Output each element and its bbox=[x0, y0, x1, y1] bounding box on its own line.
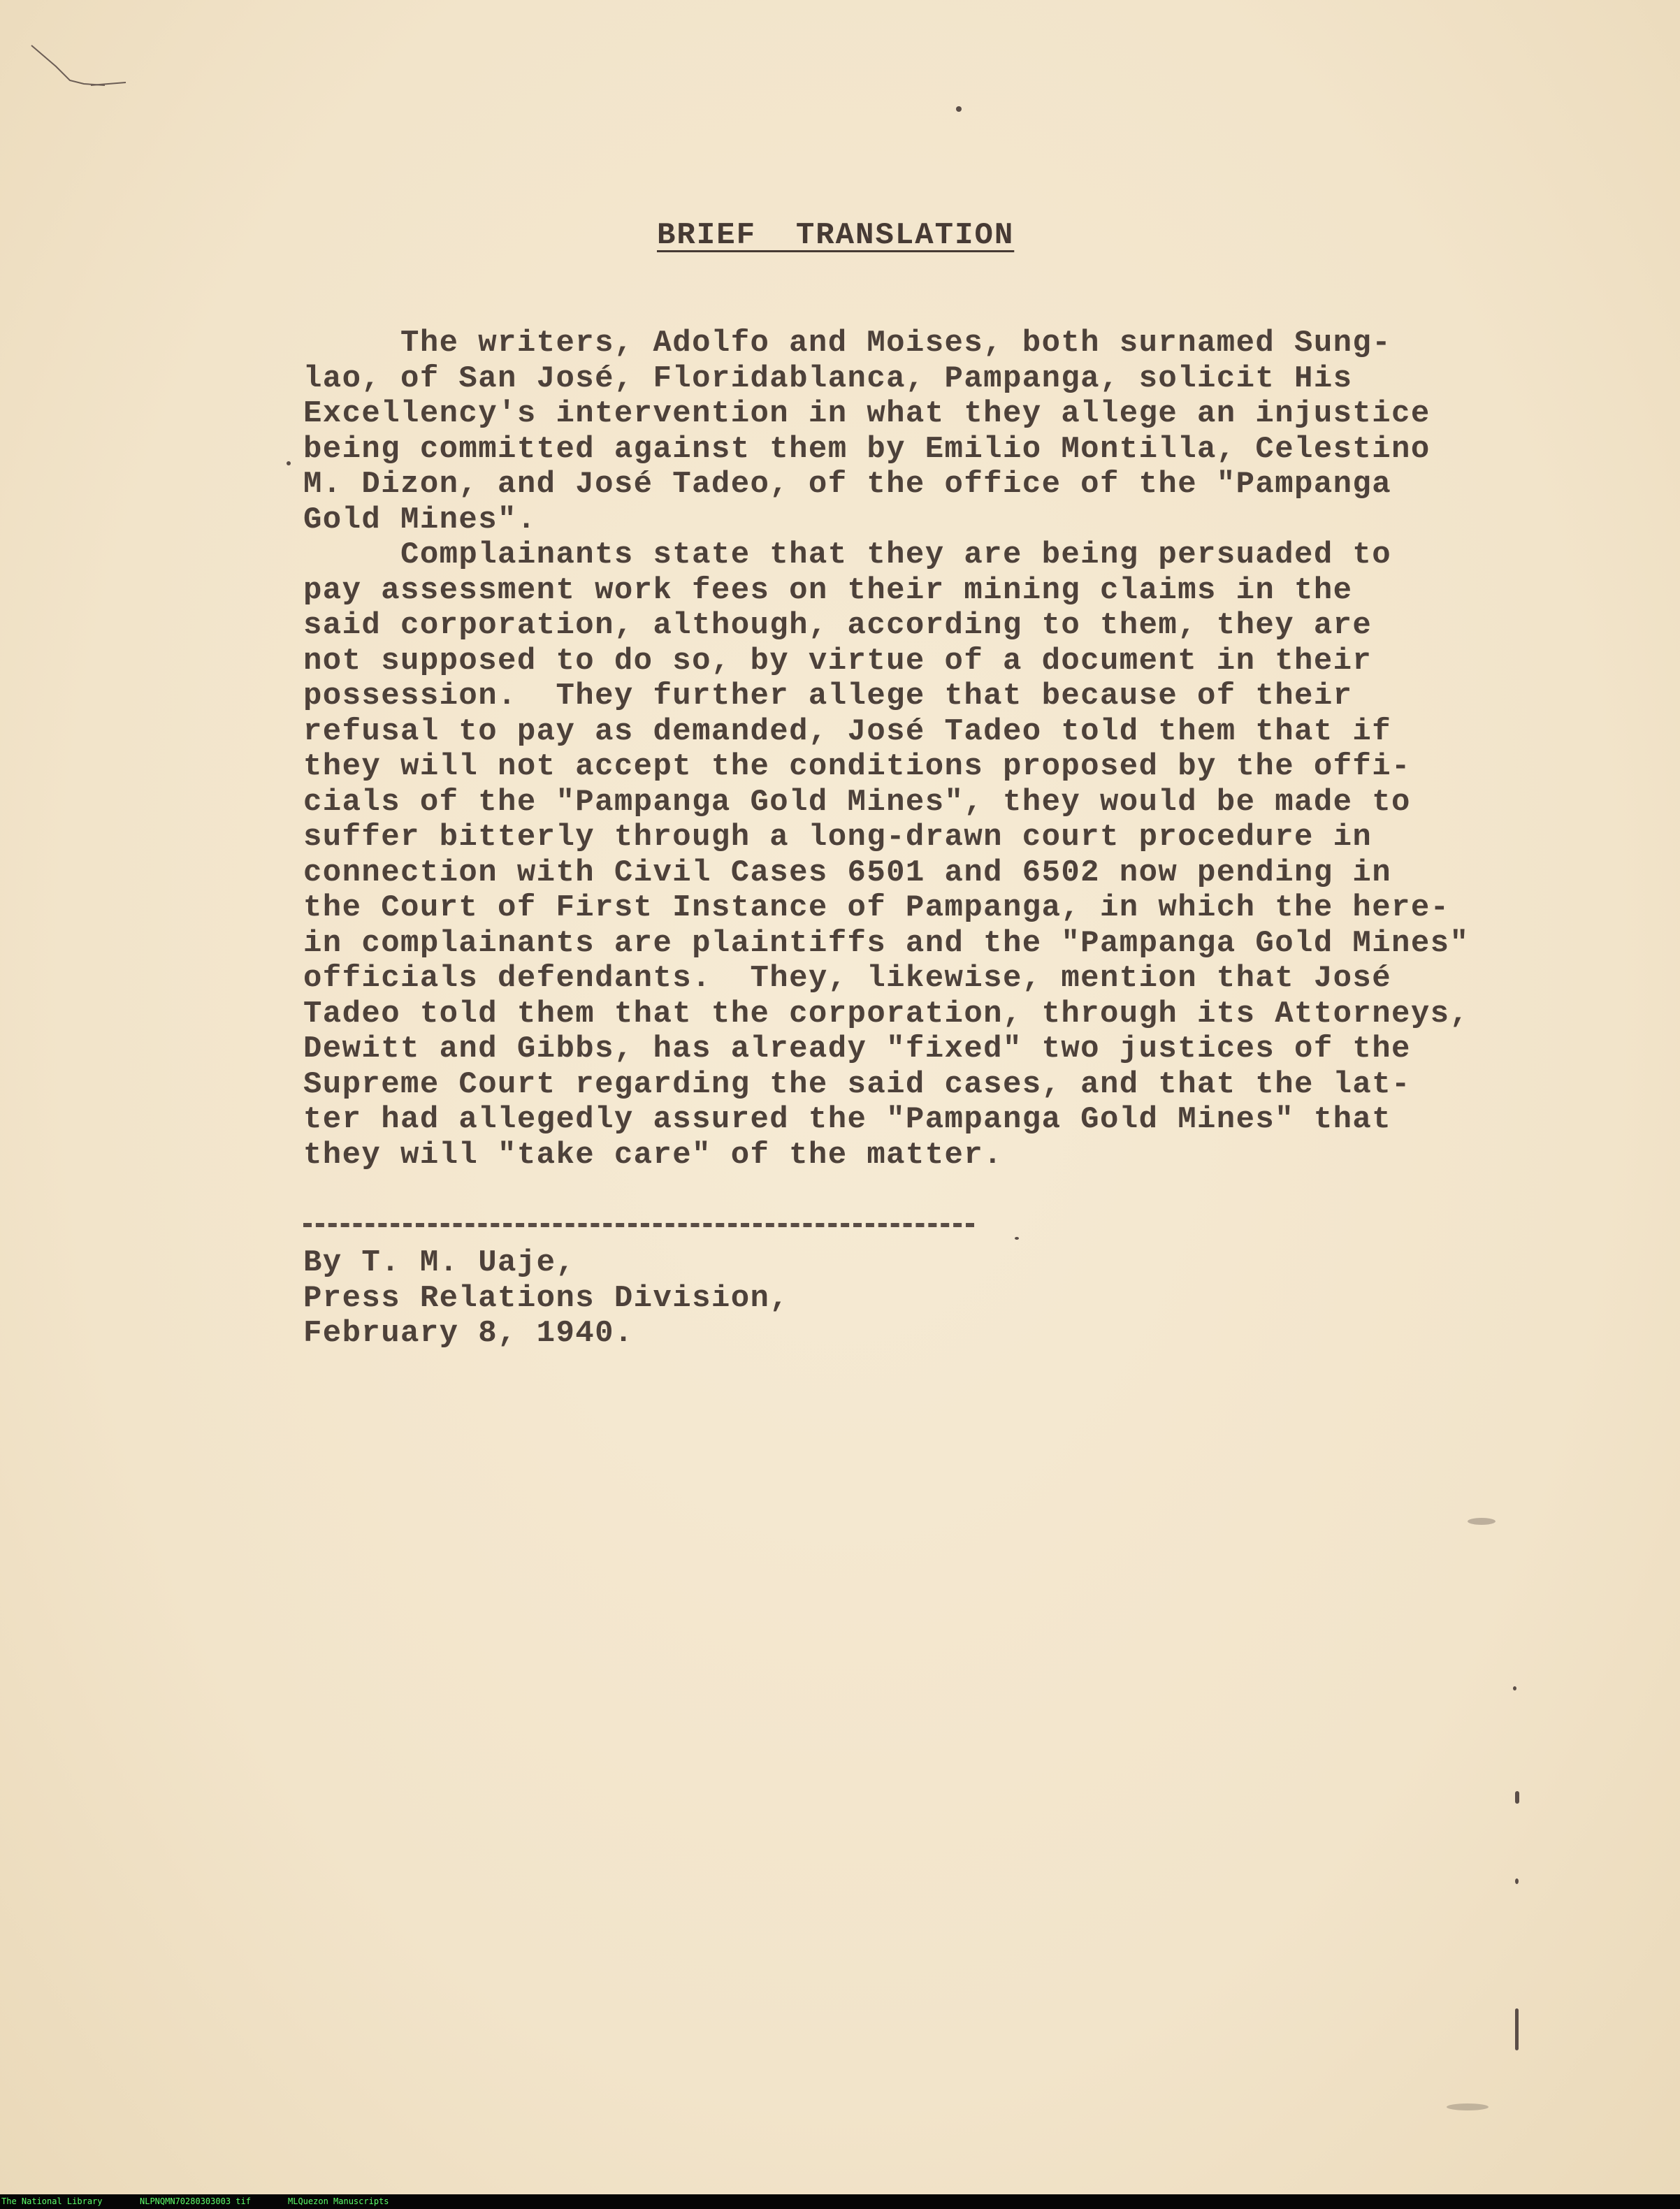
ink-speck bbox=[1515, 1878, 1519, 1884]
signature-line: February 8, 1940. bbox=[303, 1316, 634, 1351]
ink-speck bbox=[1513, 1686, 1516, 1690]
ink-speck bbox=[1515, 2008, 1519, 2050]
body-line: Excellency's intervention in what they allege an injustice bbox=[303, 396, 1431, 431]
footer-library: The National Library bbox=[1, 2196, 103, 2206]
body-line: cials of the "Pampanga Gold Mines", they would be made to bbox=[303, 784, 1411, 820]
body-line: ter had allegedly assured the "Pampanga Gold Mines" that bbox=[303, 1102, 1392, 1137]
ink-speck bbox=[956, 106, 962, 112]
body-line: connection with Civil Cases 6501 and 6502 now pending in bbox=[303, 855, 1392, 890]
footer-collection: MLQuezon Manuscripts bbox=[288, 2196, 389, 2206]
body-line: said corporation, although, according to them, they are bbox=[303, 608, 1373, 643]
body-line: Tadeo told them that the corporation, through its Attorneys, bbox=[303, 996, 1470, 1031]
body-line: not supposed to do so, by virtue of a document in their bbox=[303, 643, 1373, 679]
body-line: they will "take care" of the matter. bbox=[303, 1137, 1003, 1173]
body-line: officials defendants. They, likewise, mention that José bbox=[303, 961, 1392, 996]
body-line: The writers, Adolfo and Moises, both surnamed Sung- bbox=[303, 326, 1392, 361]
scan-footer-bar bbox=[0, 2194, 1680, 2209]
signature-line: Press Relations Division, bbox=[303, 1280, 790, 1316]
ink-speck bbox=[1015, 1237, 1019, 1240]
footer-file-id: NLPNQMN70280303003 tif bbox=[140, 2196, 251, 2206]
corner-crease-mark bbox=[28, 42, 133, 98]
body-paragraphs bbox=[303, 326, 1582, 1173]
body-line: pay assessment work fees on their mining claims in the bbox=[303, 572, 1353, 608]
body-line: lao, of San José, Floridablanca, Pampanga, solicit His bbox=[303, 361, 1353, 396]
body-line: Complainants state that they are being persuaded to bbox=[303, 537, 1392, 572]
body-line: in complainants are plaintiffs and the "Pampanga Gold Mines" bbox=[303, 925, 1470, 961]
body-line: they will not accept the conditions proposed by the offi- bbox=[303, 749, 1411, 784]
body-line: possession. They further allege that because of their bbox=[303, 679, 1353, 714]
ink-speck bbox=[1468, 1518, 1496, 1525]
ink-speck bbox=[1515, 1791, 1519, 1804]
body-line: Dewitt and Gibbs, has already "fixed" two justices of the bbox=[303, 1031, 1411, 1066]
body-line: suffer bitterly through a long-drawn court procedure in bbox=[303, 820, 1373, 855]
ink-speck bbox=[287, 461, 291, 465]
body-line: Gold Mines". bbox=[303, 502, 537, 537]
signature-line: By T. M. Uaje, bbox=[303, 1245, 576, 1280]
signature-separator bbox=[303, 1223, 974, 1227]
ink-speck bbox=[1447, 2103, 1489, 2110]
body-line: being committed against them by Emilio Montilla, Celestino bbox=[303, 431, 1431, 467]
signature-block bbox=[303, 1245, 1002, 1352]
document-title: BRIEF TRANSLATION bbox=[657, 218, 1015, 253]
body-line: M. Dizon, and José Tadeo, of the office of the "Pampanga bbox=[303, 467, 1392, 502]
body-line: Supreme Court regarding the said cases, and that the lat- bbox=[303, 1066, 1411, 1102]
body-line: refusal to pay as demanded, José Tadeo told them that if bbox=[303, 714, 1392, 749]
body-line: the Court of First Instance of Pampanga, in which the here- bbox=[303, 890, 1450, 925]
